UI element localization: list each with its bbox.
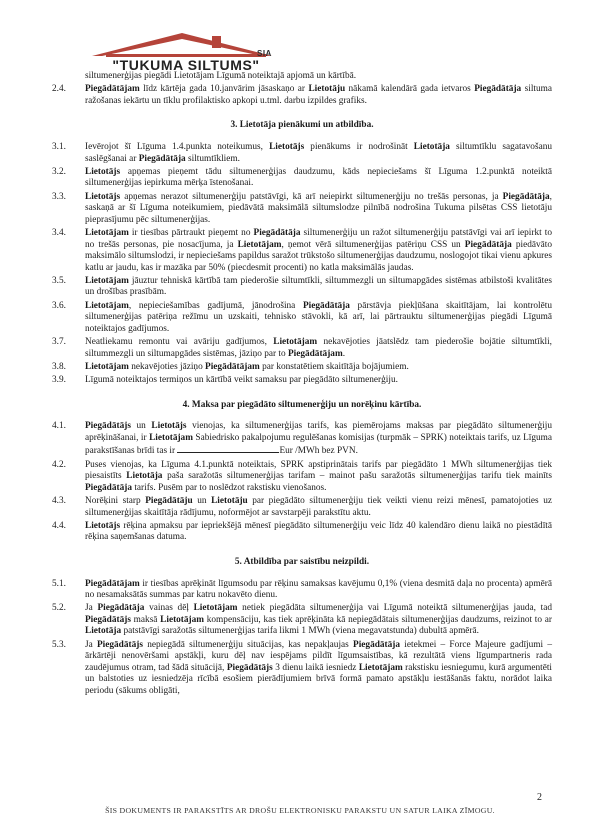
clause-3-4: 3.4. Lietotājam ir tiesības pārtraukt pieņemt no Piegādātāja siltumenerģiju un ražot siltumenerģiju patstāvīgi vai arī iepirkt to no trešās personas, pie nosacījuma, ja Lietotājam, ņemot vērā siltumenerģijas patēriņu CSS un Piegādātāja piedāvāto maksimālo siltumslodzi, ir nepieciešams papildus saražot trūkstošo siltumenerģijas daudzumu, noslogojot tikai vienu apkures katlu ar jaudu, kas ir mazāka par 50% (piecdesmit procenti) no katla maksimālās jaudas. bbox=[52, 227, 553, 273]
clause-2-4: 2.4. Piegādātājam līdz kārtēja gada 10.janvārim jāsaskaņo ar Lietotāju nākamā kalendārā gada ietvaros Piegādātāja siltuma ražošanas iekārtu un tīklu profilaktisko apkopi u.tml. darbu izpildes grafiks. bbox=[52, 84, 552, 106]
clause-3-7: 3.7. Neatliekamu remontu vai avāriju gadījumos, Lietotājam nekavējoties jāatslēdz tam piederošie bojātie siltumtīkli, siltummezgli un siltumapgādes sistēmas, jāziņo par to Piegādātājam. bbox=[52, 337, 552, 359]
logo-sia-text: SIA bbox=[257, 49, 272, 58]
clause-3-6: 3.6. Lietotājam, nepieciešamības gadījumā, jānodrošina Piegādātāja pārstāvja piekļūšana skaitītājam, lai kontrolētu siltumenerģijas patēriņa režīmu un uzskaiti, tehnisko stāvokli, kā arī, lai pārtrauktu siltumenerģijas piegādi Līgumā noteiktajos gadījumos. bbox=[52, 300, 552, 334]
continued-paragraph: siltumenerģijas piegādi Lietotājam Līgumā noteiktajā apjomā un kārtībā. bbox=[85, 71, 357, 81]
section-3-heading: 3. Lietotāja pienākumi un atbildība. bbox=[230, 120, 374, 131]
section-4-heading: 4. Maksa par piegādāto siltumenerģiju un norēķinu kārtība. bbox=[182, 399, 422, 410]
clause-3-8: 3.8. Lietotājam nekavējoties jāziņo Piegādātājam par konstatētiem skaitītāja bojājumiem. bbox=[52, 361, 409, 372]
page-number: 2 bbox=[537, 792, 542, 803]
clause-5-3: 5.3. Ja Piegādātājs nepiegādā siltumenerģiju situācijas, kas nepakļaujas Piegādātāja ietekmei – Force Majeure gadījumi – ārkārtēji nenovēršami apstākļi, kuru dēļ nav iespējams pildīt līgumsaistības, kā rezultātā viens līgumpartneris rada zaudējumus otram, tad šādā situācijā, Piegādātājs 3 dienu laikā iesniedz Lietotājam rakstisku iesniegumu, kurā argumentēti un balstoties uz iesniedzēja rīcībā esošiem pierādījumiem brīvā formā pamato apstākļu iestāšanās faktu, norādot laika periodu (sākums obligāti, bbox=[52, 639, 552, 697]
clause-3-3: 3.3. Lietotājs apņemas nerazot siltumenerģiju patstāvīgi, kā arī neiepirkt siltumenerģiju no trešās personas, ja Piegādātāja, saskaņā ar šī Līguma noteikumiem, piedāvātā maksimālā siltumslodze pilnībā nodrošina Tukuma pilsētas CSS lietotāju pieprasījumu pēc siltumenerģijas. bbox=[52, 191, 552, 225]
signature-footer: ŠIS DOKUMENTS IR PARAKSTĪTS AR DROŠU ELEKTRONISKU PARAKSTU UN SATUR LAIKA ZĪMOGU. bbox=[105, 806, 495, 815]
document-body bbox=[52, 71, 552, 698]
clause-3-2: 3.2. Lietotājs apņemas pieņemt tādu siltumenerģijas daudzumu, kāds nepieciešams šī Līguma 1.2.punktā noteiktā siltumenerģijas iepirkuma mērķa īstenošanai. bbox=[52, 166, 552, 189]
clause-4-4: 4.4. Lietotājs rēķina apmaksu par iepriekšējā mēnesī piegādāto siltumenerģiju veic līdz 40 kalendāro dienu laikā no piestādītā rēķina saņemšanas datuma. bbox=[52, 520, 552, 543]
roof-logo-icon bbox=[86, 30, 286, 60]
clause-4-2: 4.2. Puses vienojas, ka Līguma 4.1.punktā noteiktais, SPRK apstiprinātais tarifs par piegādāto 1 MWh siltumenerģijas tiek piesaistīts Lietotāja paša saražotās siltumenerģijas tarifam – mainot pašu saražotās siltumenerģijas tarifu tiek mainīts Piegādātāja tarifs. Pusēm par to noslēdzot rakstisku vienošanos. bbox=[52, 459, 552, 493]
clause-3-1: 3.1. Ievērojot šī Līguma 1.4.punkta noteikumus, Lietotājs pienākums ir nodrošināt Lietotāja siltumtīklu sagatavošanu saslēgšanai ar Piegādātāja siltumtīkliem. bbox=[52, 141, 552, 164]
logo-company-name: "TUKUMA SILTUMS" bbox=[112, 57, 260, 73]
tariff-blank-line bbox=[177, 444, 279, 453]
clause-4-3: 4.3. Norēķini starp Piegādātāju un Lietotāju par piegādāto siltumenerģiju tiek veikti vienu reizi mēnesī, pamatojoties uz siltumenerģijas skaitītāja rādījumu, noformējot ar savstarpēji parakstītu aktu. bbox=[52, 495, 552, 518]
clause-5-2: 5.2. Ja Piegādātāja vainas dēļ Lietotājam netiek piegādāta siltumenerģija vai Līgumā noteiktā siltumenerģijas jauda, tad Piegādātājs maksā Lietotājam kompensāciju, kas tiek aprēķināta kā nepiegādātais siltumenerģijas daudzums, reizinot to ar Lietotāja patstāvīgi saražotās siltumenerģijas tarifa likmi 1 MWh (viena megavatstunda) dubultā apmērā. bbox=[52, 603, 552, 637]
clause-5-1: 5.1. Piegādātājam ir tiesības aprēķināt līgumsodu par rēķinu samaksas kavējumu 0,1% (viena desmitā daļa no procenta) apmērā no nesamaksātās summas par katru nokavēto dienu. bbox=[52, 578, 552, 601]
section-5-heading: 5. Atbildība par saistību neizpildi. bbox=[234, 556, 370, 567]
clause-3-5: 3.5. Lietotājam jāuztur tehniskā kārtībā tam piederošie siltumtīkli, siltummezgli un siltumapgādes sistēmas atbilstoši kvalitātes un drošības prasībām. bbox=[52, 275, 552, 298]
clause-3-9: 3.9. Līgumā noteiktajos termiņos un kārtībā veikt samaksu par piegādāto siltumenerģiju. bbox=[52, 375, 398, 385]
clause-4-1: 4.1. Piegādātājs un Lietotājs vienojas, ka siltumenerģijas tarifs, kas piemērojams maksas par piegādāto siltumenerģiju aprēķināšanai, ir Lietotājam Sabiedrisko pakalpojumu regulēšanas komisijas (turpmāk – SPRK) noteiktais tarifs, uz Līguma parakstīšanas brīdi tas ir Eur /MWh bez PVN. bbox=[52, 421, 552, 457]
